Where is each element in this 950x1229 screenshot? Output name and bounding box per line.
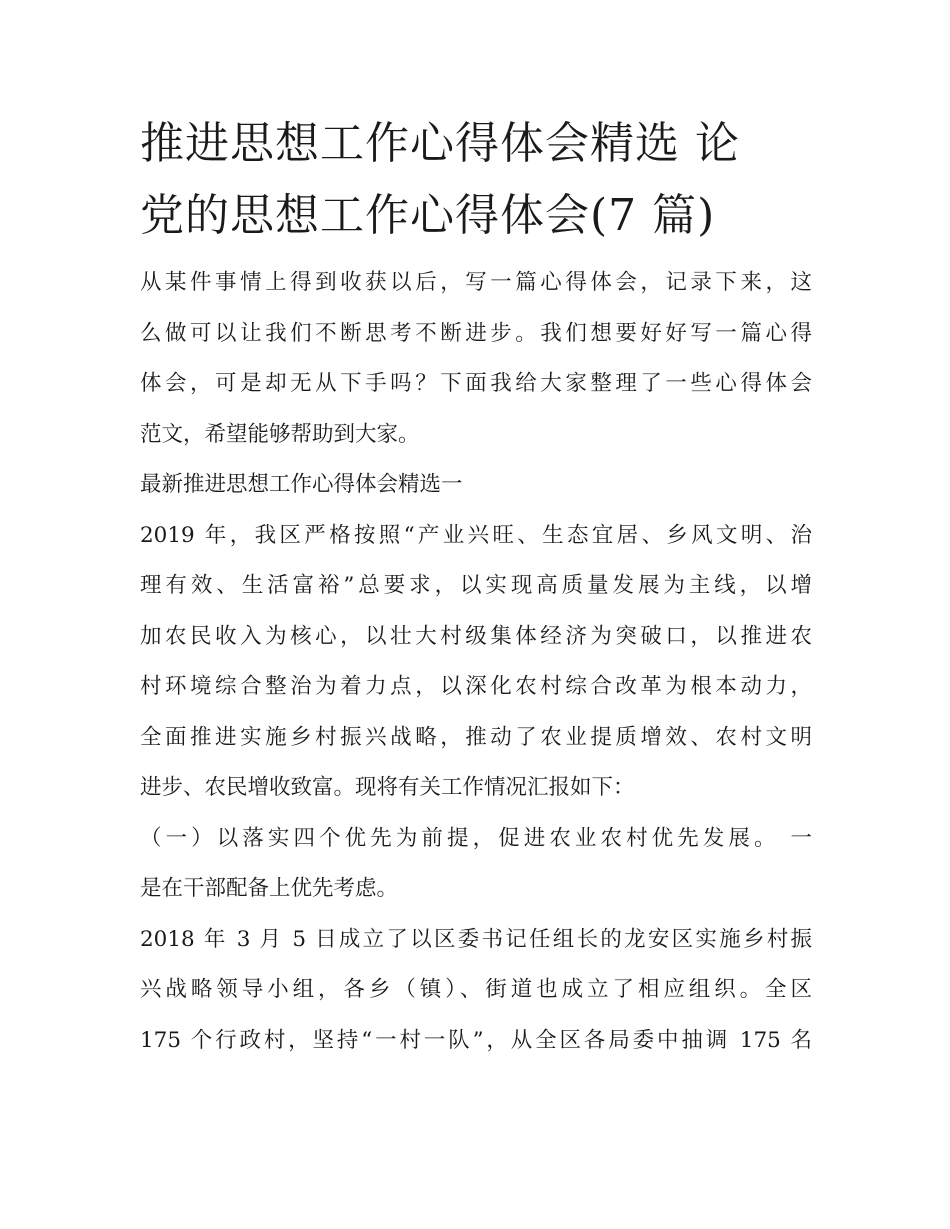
paragraph-2018 <box>140 915 812 1067</box>
document-body <box>140 258 812 1066</box>
title-line: 党的思想工作心得体会(7 篇) <box>140 190 716 241</box>
document-page <box>140 108 812 1066</box>
text-line: 兴战略领导小组，各乡（镇）、街道也成立了相应组织。全区 <box>140 977 812 1002</box>
text-line: 么做可以让我们不断思考不断进步。我们想要好好写一篇心得 <box>140 320 812 346</box>
text-line: （一）以落实四个优先为前提，促进农业农村优先发展。 一 <box>140 825 812 851</box>
text-line: 理有效、生活富裕”总要求，以实现高质量发展为主线，以增 <box>140 573 812 598</box>
text-line: 最新推进思想工作心得体会精选一 <box>140 472 463 497</box>
paragraph-2019 <box>140 511 812 814</box>
text-line: 175 个行政村，坚持“一村一队”，从全区各局委中抽调 175 名 <box>140 1027 812 1053</box>
text-line: 2019 年，我区严格按照“产业兴旺、生态宜居、乡风文明、治 <box>140 522 812 548</box>
text-line: 是在干部配备上优先考虑。 <box>140 876 399 901</box>
text-line: 从某件事情上得到收获以后，写一篇心得体会，记录下来，这 <box>140 270 812 295</box>
text-line: 2018 年 3 月 5 日成立了以区委书记任组长的龙安区实施乡村振 <box>140 926 812 952</box>
text-line: 体会，可是却无从下手吗？下面我给大家整理了一些心得体会 <box>140 371 812 396</box>
title-line: 推进思想工作心得体会精选 论 <box>140 118 740 169</box>
paragraph-priority <box>140 814 812 915</box>
text-line: 范文，希望能够帮助到大家。 <box>140 421 420 447</box>
text-line: 全面推进实施乡村振兴战略，推动了农业提质增效、农村文明 <box>140 724 812 750</box>
section-heading <box>140 460 812 511</box>
paragraph-intro <box>140 258 812 460</box>
text-line: 进步、农民增收致富。现将有关工作情况汇报如下： <box>140 775 635 800</box>
document-title <box>140 108 812 252</box>
text-line: 加农民收入为核心，以壮大村级集体经济为突破口，以推进农 <box>140 623 812 649</box>
text-line: 村环境综合整治为着力点，以深化农村综合改革为根本动力， <box>140 674 812 699</box>
